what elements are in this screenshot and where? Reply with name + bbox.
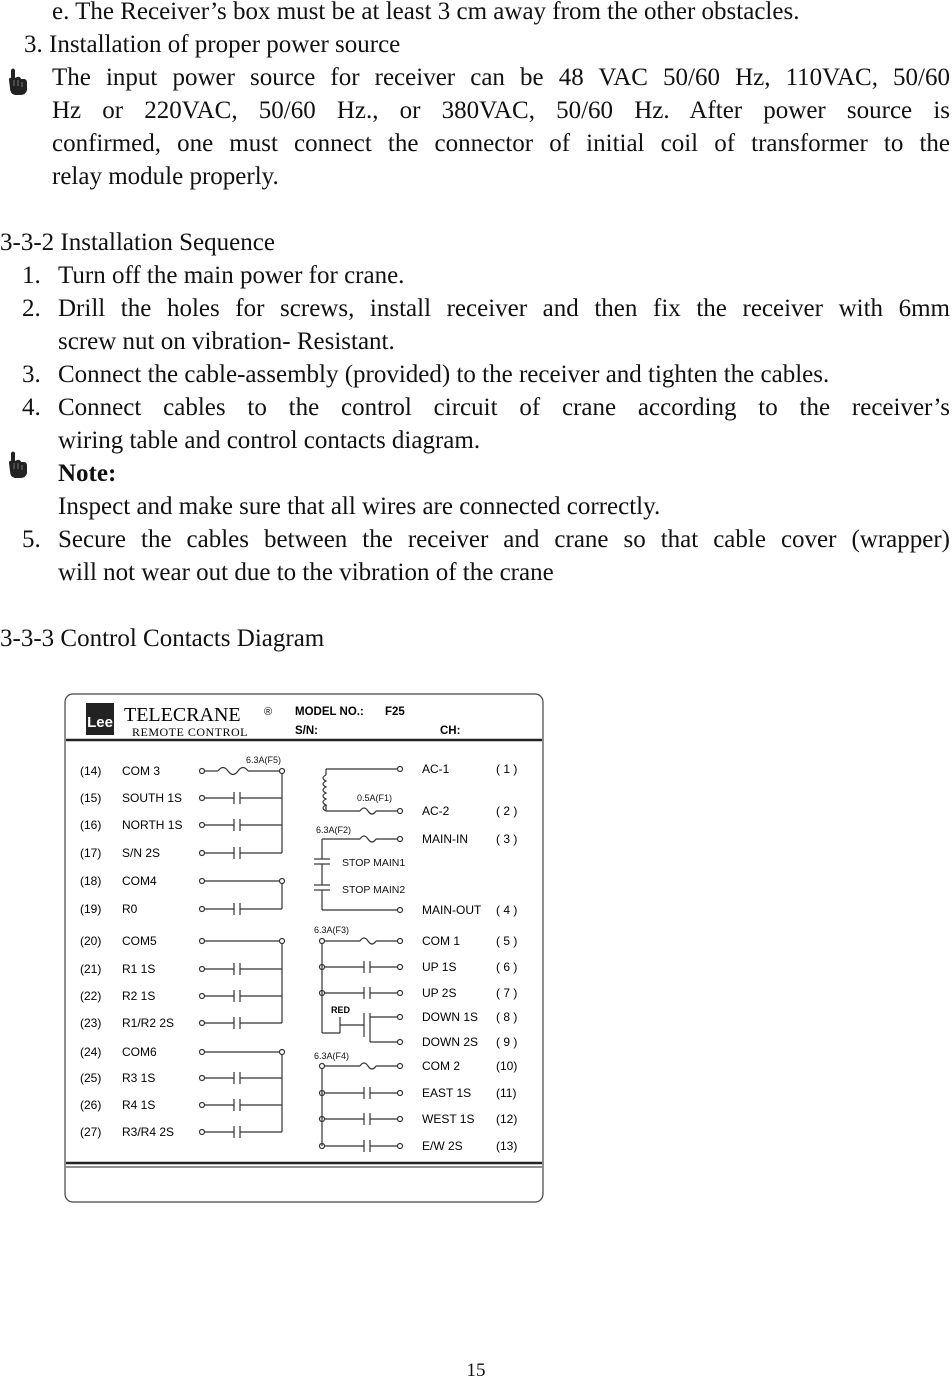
right-terminal-number: ( 3 ) bbox=[496, 832, 518, 846]
page-number: 15 bbox=[466, 1360, 486, 1381]
left-terminal-number: (14) bbox=[80, 764, 102, 778]
step-3-num: 3. bbox=[22, 361, 41, 388]
registered-mark: ® bbox=[264, 706, 273, 718]
right-terminal-number: ( 4 ) bbox=[496, 903, 518, 917]
left-terminal-number: (19) bbox=[80, 902, 102, 916]
section-heading-332: 3-3-2 Installation Sequence bbox=[0, 229, 275, 256]
right-terminal-number: (10) bbox=[496, 1059, 518, 1073]
right-terminal-label: MAIN-IN bbox=[422, 832, 468, 846]
step-2-text-b: screw nut on vibration- Resistant. bbox=[58, 328, 395, 355]
fuse-f3-label: 6.3A(F3) bbox=[314, 925, 350, 935]
pointing-hand-icon bbox=[5, 66, 31, 96]
left-terminal-number: (16) bbox=[80, 818, 102, 832]
left-terminal-label: COM6 bbox=[122, 1045, 157, 1059]
step-2-num: 2. bbox=[22, 295, 41, 322]
right-terminal-label: AC-2 bbox=[422, 804, 450, 818]
right-terminal-number: ( 2 ) bbox=[496, 804, 518, 818]
right-terminal-number: ( 9 ) bbox=[496, 1035, 518, 1049]
red-label: RED bbox=[331, 1005, 351, 1015]
model-value: F25 bbox=[385, 706, 405, 718]
right-terminal-number: ( 5 ) bbox=[496, 934, 518, 948]
right-terminal-number: (13) bbox=[496, 1139, 518, 1153]
sn-label: S/N: bbox=[295, 725, 318, 737]
ch-label: CH: bbox=[440, 725, 461, 737]
fuse-f4-label: 6.3A(F4) bbox=[314, 1051, 350, 1061]
left-terminal-label: R2 1S bbox=[122, 989, 156, 1003]
power-para-line-1: The input power source for receiver can be 48 VAC 50/60 Hz, 110VAC, 50/60 bbox=[52, 64, 950, 91]
stop-main1-label: STOP MAIN1 bbox=[342, 857, 406, 869]
control-contacts-diagram bbox=[64, 693, 544, 1203]
logo-text: Lee bbox=[87, 714, 113, 731]
left-terminal-label: R3 1S bbox=[122, 1071, 156, 1085]
step-1-num: 1. bbox=[22, 262, 41, 289]
pointing-hand-icon bbox=[5, 449, 31, 479]
left-terminal-label: COM5 bbox=[122, 934, 157, 948]
step-3-text: Connect the cable-assembly (provided) to the receiver and tighten the cables. bbox=[58, 361, 830, 388]
right-terminal-number: (11) bbox=[496, 1086, 517, 1100]
left-terminal-label: R0 bbox=[122, 902, 138, 916]
left-terminal-label: COM 3 bbox=[122, 764, 161, 778]
step-5-num: 5. bbox=[22, 526, 41, 553]
step-1-text: Turn off the main power for crane. bbox=[58, 262, 405, 289]
item-e: e. The Receiver’s box must be at least 3 cm away from the other obstacles. bbox=[52, 0, 800, 25]
left-terminal-number: (21) bbox=[80, 962, 102, 976]
right-terminal-label: DOWN 2S bbox=[422, 1035, 479, 1049]
right-terminal-number: ( 1 ) bbox=[496, 762, 518, 776]
brand-name: TELECRANE bbox=[124, 704, 241, 726]
note-text: Inspect and make sure that all wires are connected correctly. bbox=[58, 493, 661, 520]
left-terminal-number: (26) bbox=[80, 1098, 102, 1112]
right-terminal-number: ( 6 ) bbox=[496, 960, 518, 974]
fuse-f2-label: 6.3A(F2) bbox=[316, 825, 352, 835]
left-terminal-number: (22) bbox=[80, 989, 102, 1003]
left-terminal-label: NORTH 1S bbox=[122, 818, 183, 832]
brand-subtitle: REMOTE CONTROL bbox=[132, 725, 248, 739]
left-terminal-number: (23) bbox=[80, 1016, 102, 1030]
right-terminal-label: AC-1 bbox=[422, 762, 450, 776]
power-para-line-2: Hz or 220VAC, 50/60 Hz., or 380VAC, 50/60 Hz. After power source is bbox=[52, 97, 950, 124]
left-terminal-label: S/N 2S bbox=[122, 846, 161, 860]
left-terminal-label: R4 1S bbox=[122, 1098, 156, 1112]
right-terminal-label: COM 2 bbox=[422, 1059, 461, 1073]
fuse-f1-label: 0.5A(F1) bbox=[357, 793, 393, 803]
step-5-text-b: will not wear out due to the vibration of the crane bbox=[58, 559, 554, 586]
left-terminal-number: (20) bbox=[80, 934, 102, 948]
left-terminal-label: SOUTH 1S bbox=[122, 791, 183, 805]
stop-main2-label: STOP MAIN2 bbox=[342, 884, 406, 896]
right-terminal-label: E/W 2S bbox=[422, 1139, 463, 1153]
left-terminal-number: (25) bbox=[80, 1071, 102, 1085]
left-terminal-label: R3/R4 2S bbox=[122, 1125, 175, 1139]
power-para-line-4: relay module properly. bbox=[52, 163, 279, 190]
left-terminal-number: (18) bbox=[80, 874, 102, 888]
step-5-text-a: Secure the cables between the receiver and crane so that cable cover (wrapper) bbox=[58, 526, 950, 553]
step-4-text-a: Connect cables to the control circuit of crane according to the receiver’s bbox=[58, 394, 950, 421]
right-terminal-label: WEST 1S bbox=[422, 1112, 475, 1126]
model-label: MODEL NO.: bbox=[295, 706, 364, 718]
left-terminal-label: R1 1S bbox=[122, 962, 156, 976]
right-terminal-number: ( 7 ) bbox=[496, 986, 518, 1000]
item-3-title: 3. Installation of proper power source bbox=[24, 31, 401, 58]
step-4-text-b: wiring table and control contacts diagram. bbox=[58, 427, 481, 454]
right-terminal-label: EAST 1S bbox=[422, 1086, 472, 1100]
fuse-f5-label: 6.3A(F5) bbox=[246, 755, 282, 765]
right-terminal-label: UP 2S bbox=[422, 986, 457, 1000]
left-terminal-number: (17) bbox=[80, 846, 102, 860]
diagram-logo bbox=[86, 703, 114, 735]
power-para-line-3: confirmed, one must connect the connector of initial coil of transformer to the bbox=[52, 130, 950, 157]
right-terminal-label: DOWN 1S bbox=[422, 1010, 479, 1024]
section-heading-333: 3-3-3 Control Contacts Diagram bbox=[0, 625, 325, 652]
left-terminal-label: R1/R2 2S bbox=[122, 1016, 175, 1030]
left-terminal-number: (27) bbox=[80, 1125, 102, 1139]
step-4-num: 4. bbox=[22, 394, 41, 421]
step-2-text-a: Drill the holes for screws, install receiver and then fix the receiver with 6mm bbox=[58, 295, 950, 322]
right-terminal-number: ( 8 ) bbox=[496, 1010, 518, 1024]
right-terminal-label: COM 1 bbox=[422, 934, 461, 948]
left-terminal-number: (15) bbox=[80, 791, 102, 805]
left-terminal-number: (24) bbox=[80, 1045, 102, 1059]
right-terminal-label: MAIN-OUT bbox=[422, 903, 482, 917]
left-terminal-label: COM4 bbox=[122, 874, 157, 888]
right-terminal-label: UP 1S bbox=[422, 960, 457, 974]
right-terminal-number: (12) bbox=[496, 1112, 518, 1126]
note-label: Note: bbox=[58, 460, 117, 487]
